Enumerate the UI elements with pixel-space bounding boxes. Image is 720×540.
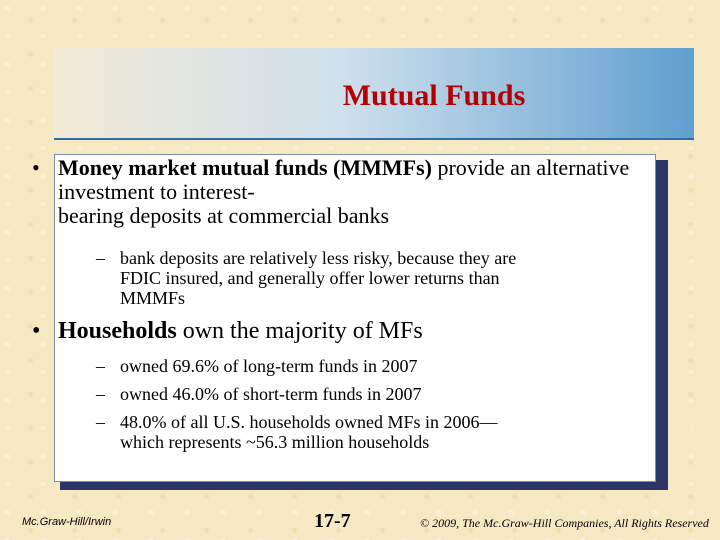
sub-bullet-bank-deposits-line1: bank deposits are relatively less risky, because they are [120, 248, 517, 268]
sub-bullet-marker: – [96, 384, 105, 404]
bullet-mmmfs-text [58, 156, 648, 228]
bullet-marker: • [32, 155, 40, 180]
sub-bullet-bank-deposits-line2: FDIC insured, and generally offer lower returns than [120, 268, 500, 288]
bullet-households-text [58, 318, 423, 344]
sub-bullet-marker: – [96, 412, 105, 432]
footer-copyright: © 2009, The Mc.Graw-Hill Companies, All Rights Reserved [420, 516, 709, 530]
sub-bullet-households-share-line1: 48.0% of all U.S. households owned MFs in 2006— [120, 412, 498, 432]
footer-page-number: 17-7 [314, 510, 351, 532]
bullet-marker: • [32, 318, 41, 344]
bullet-mmmfs-bold: Money market mutual funds (MMMFs) [58, 155, 432, 180]
bullet-mmmfs-line1: provide an alternative investment to interest- [58, 155, 630, 204]
sub-bullet-bank-deposits-line3: MMMFs [120, 288, 186, 308]
slide-title: Mutual Funds [342, 79, 526, 112]
sub-bullet-marker: – [96, 356, 105, 376]
sub-bullet-marker: – [96, 248, 105, 268]
sub-bullet-short-term-text: owned 46.0% of short-term funds in 2007 [120, 384, 422, 404]
sub-bullet-bank-deposits-text [120, 248, 516, 308]
title-bar [54, 48, 694, 140]
sub-bullet-long-term-text: owned 69.6% of long-term funds in 2007 [120, 356, 418, 376]
footer-publisher: Mc.Graw-Hill/Irwin [22, 516, 112, 528]
sub-bullet-households-share-text [120, 412, 498, 452]
bullet-households-rest: own the majority of MFs [176, 318, 423, 344]
bullet-mmmfs-line2: bearing deposits at commercial banks [58, 203, 390, 228]
bullet-households-bold: Households [58, 318, 177, 344]
sub-bullet-households-share-line2: which represents ~56.3 million households [120, 432, 430, 452]
